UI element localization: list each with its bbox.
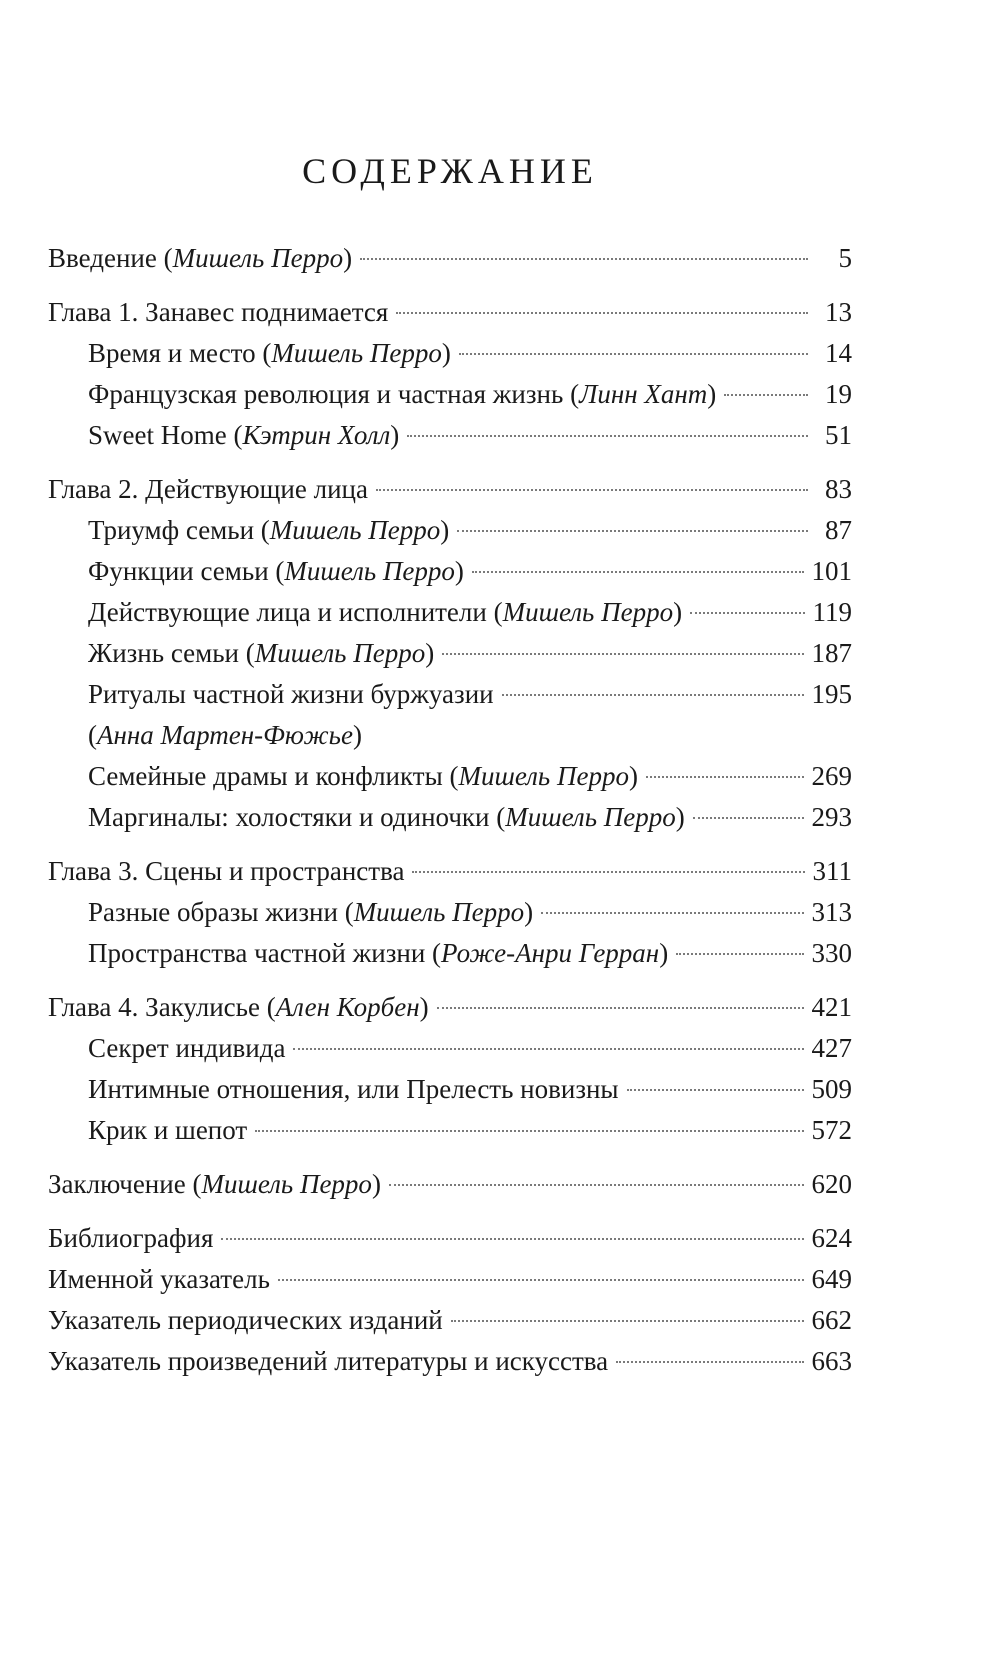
entry-label: Функции семьи: [88, 556, 269, 586]
dot-leader: [627, 1089, 804, 1091]
entry-label: Введение: [48, 243, 157, 273]
toc-entry-works-index[interactable]: [48, 1341, 852, 1382]
dot-leader: [360, 258, 808, 260]
toc-entry[interactable]: Время и место (Мишель Перро) 14: [48, 333, 852, 374]
entry-author: Кэтрин Холл: [242, 420, 391, 450]
dot-leader: [437, 1007, 804, 1009]
page-number: 5: [838, 243, 852, 273]
toc-entry[interactable]: Триумф семьи (Мишель Перро) 87: [48, 510, 852, 551]
dot-leader: [412, 871, 804, 873]
page-number: 269: [811, 761, 852, 791]
entry-author: Мишель Перро: [284, 556, 455, 586]
page-number: 427: [811, 1033, 852, 1063]
toc-entry-conclusion[interactable]: Заключение (Мишель Перро) 620: [48, 1164, 852, 1205]
page-number: 509: [811, 1074, 852, 1104]
dot-leader: [646, 776, 804, 778]
page-number: 293: [811, 802, 852, 832]
toc-entry[interactable]: Французская революция и частная жизнь (Линн Хант) 19: [48, 374, 852, 415]
table-of-contents: [48, 238, 852, 1382]
dot-leader: [407, 435, 808, 437]
entry-author: Мишель Перро: [353, 897, 525, 927]
toc-entry-chapter-3[interactable]: [48, 851, 852, 892]
entry-label: Глава 2. Действующие лица: [48, 474, 368, 504]
entry-author: Анна Мартен-Фюжье: [97, 720, 353, 750]
dot-leader: [442, 653, 803, 655]
entry-label: Триумф семьи: [88, 515, 255, 545]
toc-entry-chapter-1[interactable]: [48, 292, 852, 333]
entry-label: Разные образы жизни: [88, 897, 338, 927]
entry-label: Указатель периодических изданий: [48, 1305, 443, 1335]
entry-author: Мишель Перро: [201, 1169, 372, 1199]
dot-leader: [724, 394, 808, 396]
entry-label: Маргиналы: холостяки и одиночки: [88, 802, 490, 832]
toc-entry[interactable]: Функции семьи (Мишель Перро) 101: [48, 551, 852, 592]
entry-author: Мишель Перро: [172, 243, 344, 273]
page-number: 51: [825, 420, 852, 450]
page-number: 14: [825, 338, 852, 368]
page-number: 620: [811, 1169, 852, 1199]
toc-entry[interactable]: [48, 1069, 852, 1110]
entry-author: Мишель Перро: [271, 338, 442, 368]
toc-entry[interactable]: Разные образы жизни (Мишель Перро) 313: [48, 892, 852, 933]
dot-leader: [457, 530, 808, 532]
page-number: 663: [811, 1346, 852, 1376]
dot-leader: [451, 1320, 804, 1322]
dot-leader: [616, 1361, 803, 1363]
page-number: 313: [811, 897, 852, 927]
page-number: 187: [811, 638, 852, 668]
entry-author: Мишель Перро: [458, 761, 629, 791]
entry-label: Указатель произведений литературы и искусства: [48, 1346, 609, 1376]
entry-author: Ален Корбен: [275, 992, 420, 1022]
page-title: СОДЕРЖАНИЕ: [302, 151, 598, 191]
page-number: 572: [811, 1115, 852, 1145]
dot-leader: [389, 1184, 804, 1186]
toc-entry[interactable]: Действующие лица и исполнители (Мишель Перро) 119: [48, 592, 852, 633]
dot-leader: [541, 912, 803, 914]
entry-author: Мишель Перро: [502, 597, 674, 627]
page-number: 330: [811, 938, 852, 968]
page-number: 311: [812, 856, 852, 886]
toc-entry-periodicals-index[interactable]: [48, 1300, 852, 1341]
toc-entry[interactable]: Пространства частной жизни (Роже-Анри Герран) 330: [48, 933, 852, 974]
page-number: 19: [825, 379, 852, 409]
dot-leader: [293, 1048, 803, 1050]
toc-entry[interactable]: Семейные драмы и конфликты (Мишель Перро) 269: [48, 756, 852, 797]
page-number: 421: [811, 992, 852, 1022]
entry-label: Именной указатель: [48, 1264, 270, 1294]
entry-label: Ритуалы частной жизни буржуазии: [88, 679, 494, 709]
page-number: 83: [825, 474, 852, 504]
entry-author: Мишель Перро: [505, 802, 676, 832]
dot-leader: [376, 489, 808, 491]
dot-leader: [690, 612, 804, 614]
entry-label: Интимные отношения, или Прелесть новизны: [88, 1074, 619, 1104]
toc-entry-chapter-2[interactable]: [48, 469, 852, 510]
dot-leader: [472, 571, 804, 573]
entry-label: Семейные драмы и конфликты: [88, 761, 443, 791]
entry-label: Глава 3. Сцены и пространства: [48, 856, 405, 886]
toc-entry[interactable]: Sweet Home (Кэтрин Холл) 51: [48, 415, 852, 456]
entry-label: Глава 1. Занавес поднимается: [48, 297, 389, 327]
page-number: 624: [811, 1223, 852, 1253]
page-number: 13: [825, 297, 852, 327]
toc-entry-introduction[interactable]: Введение (Мишель Перро) 5: [48, 238, 852, 279]
dot-leader: [676, 953, 803, 955]
entry-label: Секрет индивида: [88, 1033, 286, 1063]
dot-leader: [396, 312, 808, 314]
dot-leader: [255, 1130, 803, 1132]
entry-label: Действующие лица и исполнители: [88, 597, 487, 627]
entry-label: Время и место: [88, 338, 256, 368]
entry-label: Жизнь семьи: [88, 638, 239, 668]
toc-entry-name-index[interactable]: [48, 1259, 852, 1300]
dot-leader: [278, 1279, 804, 1281]
toc-entry[interactable]: [48, 1028, 852, 1069]
toc-entry-bibliography[interactable]: [48, 1218, 852, 1259]
entry-label: Библиография: [48, 1223, 214, 1253]
dot-leader: [459, 353, 808, 355]
dot-leader: [221, 1238, 803, 1240]
entry-label: Французская революция и частная жизнь: [88, 379, 564, 409]
entry-label: Глава 4. Закулисье: [48, 992, 260, 1022]
entry-author: Мишель Перро: [254, 638, 426, 668]
entry-label: Sweet Home: [88, 420, 227, 450]
page-number: 662: [811, 1305, 852, 1335]
entry-label: Пространства частной жизни: [88, 938, 426, 968]
toc-entry[interactable]: Жизнь семьи (Мишель Перро) 187: [48, 633, 852, 674]
dot-leader: [693, 817, 804, 819]
toc-entry[interactable]: Маргиналы: холостяки и одиночки (Мишель Перро) 293: [48, 797, 852, 838]
entry-author: Роже-Анри Герран: [441, 938, 660, 968]
page-number: 649: [811, 1264, 852, 1294]
toc-entry-chapter-4[interactable]: Глава 4. Закулисье (Ален Корбен) 421: [48, 987, 852, 1028]
page-number: 87: [825, 515, 852, 545]
entry-label: Крик и шепот: [88, 1115, 248, 1145]
toc-entry[interactable]: Ритуалы частной жизни буржуазии (Анна Мартен-Фюжье) 195: [48, 674, 852, 756]
page-number: 195: [811, 679, 852, 709]
entry-label: Заключение: [48, 1169, 186, 1199]
dot-leader: [502, 694, 804, 696]
page-number: 119: [812, 597, 852, 627]
page-number: 101: [811, 556, 852, 586]
toc-entry[interactable]: [48, 1110, 852, 1151]
entry-author: Мишель Перро: [269, 515, 441, 545]
entry-author: Линн Хант: [579, 379, 708, 409]
